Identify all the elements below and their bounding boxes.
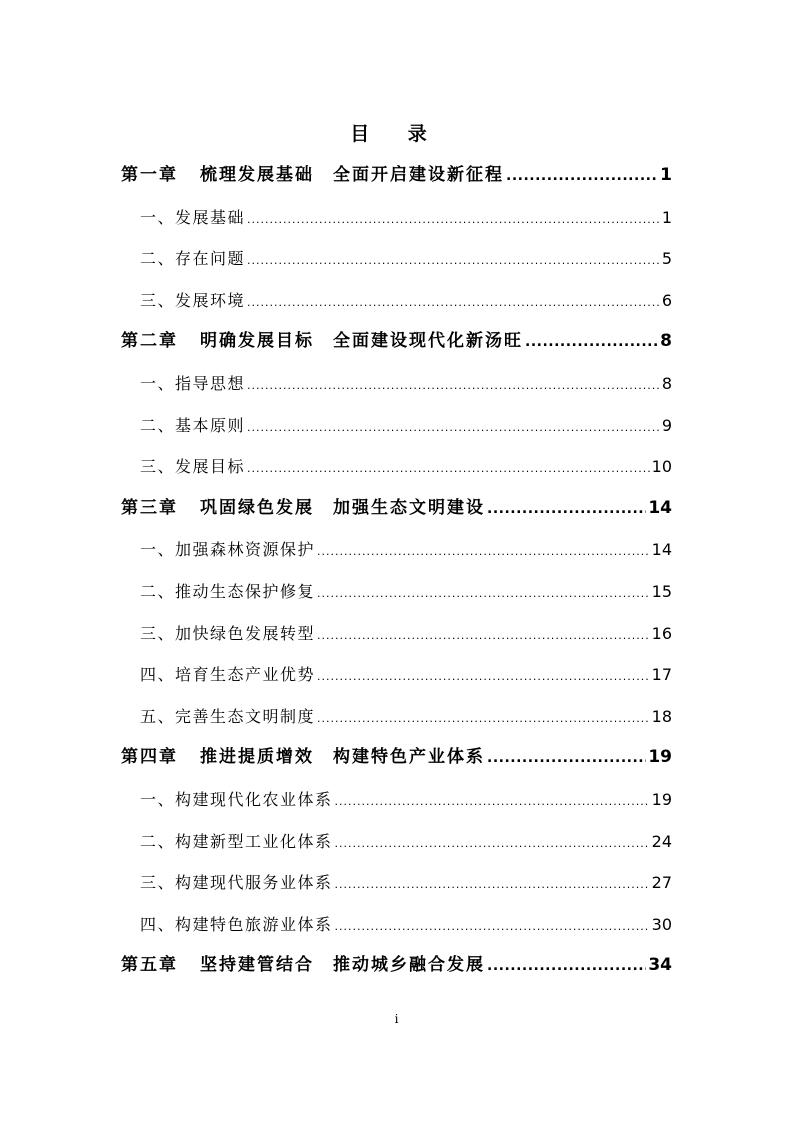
toc-page-number: 27 xyxy=(651,873,672,893)
section-title: 三、构建现代服务业体系 xyxy=(140,873,333,893)
toc-entry-label xyxy=(121,321,523,363)
toc-section-entry[interactable] xyxy=(121,280,672,322)
section-title: 二、推动生态保护修复 xyxy=(140,581,316,601)
toc-entry-label xyxy=(140,446,245,488)
toc-page-number: 34 xyxy=(648,955,672,976)
toc-section-entry[interactable] xyxy=(121,779,672,821)
dot-leader xyxy=(525,322,658,364)
toc-section-entry[interactable] xyxy=(121,654,672,696)
toc-chapter-entry[interactable] xyxy=(121,737,672,779)
dot-leader xyxy=(487,489,646,531)
toc-entry-label xyxy=(140,904,333,946)
toc-page-number: 16 xyxy=(651,623,672,643)
toc-page-number: 8 xyxy=(661,373,672,393)
toc-page-number: 1 xyxy=(660,165,672,185)
page-number: i xyxy=(394,1012,399,1026)
section-title: 五、完善生态文明制度 xyxy=(140,706,316,726)
dot-leader xyxy=(247,199,660,241)
toc-chapter-entry[interactable] xyxy=(121,155,672,197)
toc-entry-label xyxy=(140,654,315,696)
toc-section-entry[interactable] xyxy=(121,613,672,655)
dot-leader xyxy=(335,864,650,906)
dot-leader xyxy=(335,906,650,948)
toc-section-entry[interactable] xyxy=(121,821,672,863)
toc-chapter-entry[interactable] xyxy=(121,488,672,530)
chapter-title: 梳理发展基础 全面开启建设新征程 xyxy=(200,165,504,185)
toc-page-number: 24 xyxy=(651,831,672,851)
section-title: 二、基本原则 xyxy=(140,415,246,435)
toc-entry-label xyxy=(140,571,315,613)
dot-leader xyxy=(335,823,650,865)
section-title: 一、指导思想 xyxy=(140,373,246,393)
toc-entry-label xyxy=(140,613,315,655)
toc-entry-label xyxy=(140,197,245,239)
toc-page-number: 8 xyxy=(660,331,672,352)
dot-leader xyxy=(506,156,658,198)
toc-section-entry[interactable] xyxy=(121,363,672,405)
toc-page-number: 5 xyxy=(661,249,672,269)
toc-section-entry[interactable] xyxy=(121,904,672,946)
toc-section-entry[interactable] xyxy=(121,571,672,613)
dot-leader xyxy=(247,448,650,490)
toc-page-number: 30 xyxy=(651,914,672,934)
toc-entry-label xyxy=(140,405,245,447)
chapter-number: 第四章 xyxy=(121,747,178,768)
toc-page-number: 15 xyxy=(651,581,672,601)
toc-section-entry[interactable] xyxy=(121,862,672,904)
dot-leader xyxy=(487,738,646,780)
dot-leader xyxy=(247,282,660,324)
chapter-title: 巩固绿色发展 加强生态文明建设 xyxy=(200,497,485,518)
toc-section-entry[interactable] xyxy=(121,529,672,571)
dot-leader xyxy=(335,781,650,823)
toc-entry-label xyxy=(140,696,315,738)
toc-section-entry[interactable] xyxy=(121,197,672,239)
toc-entry-label xyxy=(140,363,245,405)
toc-section-entry[interactable] xyxy=(121,446,672,488)
section-title: 三、发展环境 xyxy=(140,290,246,310)
section-title: 一、发展基础 xyxy=(140,207,246,227)
toc-section-entry[interactable] xyxy=(121,405,672,447)
chapter-number: 第三章 xyxy=(121,497,178,518)
toc-page-number: 17 xyxy=(651,665,672,685)
dot-leader xyxy=(487,946,646,988)
dot-leader xyxy=(317,698,650,740)
dot-leader xyxy=(317,573,650,615)
chapter-title: 推进提质增效 构建特色产业体系 xyxy=(200,747,485,768)
chapter-title: 明确发展目标 全面建设现代化新汤旺 xyxy=(200,331,523,352)
dot-leader xyxy=(317,656,650,698)
toc-entry-label xyxy=(140,529,315,571)
toc-entry-label xyxy=(140,862,333,904)
toc-section-entry[interactable] xyxy=(121,238,672,280)
page-title: 目 录 xyxy=(350,123,443,145)
toc-page-number: 14 xyxy=(648,497,672,518)
chapter-number: 第一章 xyxy=(121,165,178,185)
dot-leader xyxy=(247,240,660,282)
toc-section-entry[interactable] xyxy=(121,696,672,738)
toc-entry-label xyxy=(140,238,245,280)
section-title: 三、加快绿色发展转型 xyxy=(140,623,316,643)
dot-leader xyxy=(317,615,650,657)
toc-page-number: 18 xyxy=(651,706,672,726)
chapter-title: 坚持建管结合 推动城乡融合发展 xyxy=(200,955,485,976)
toc-page-number: 1 xyxy=(661,207,672,227)
section-title: 二、构建新型工业化体系 xyxy=(140,831,333,851)
section-title: 一、加强森林资源保护 xyxy=(140,540,316,560)
section-title: 二、存在问题 xyxy=(140,249,246,269)
section-title: 一、构建现代化农业体系 xyxy=(140,789,333,809)
toc-entry-label xyxy=(140,280,245,322)
toc-page-number: 19 xyxy=(648,747,672,768)
toc-entry-label xyxy=(140,779,333,821)
toc-entry-label xyxy=(121,945,485,987)
chapter-number: 第二章 xyxy=(121,331,178,352)
toc-page-number: 14 xyxy=(651,540,672,560)
toc-chapter-entry[interactable] xyxy=(121,321,672,363)
dot-leader xyxy=(247,407,660,449)
section-title: 四、构建特色旅游业体系 xyxy=(140,914,333,934)
section-title: 四、培育生态产业优势 xyxy=(140,665,316,685)
toc-page-number: 10 xyxy=(651,457,672,477)
table-of-contents xyxy=(121,155,672,987)
toc-page-number: 9 xyxy=(661,415,672,435)
toc-entry-label xyxy=(121,737,485,779)
toc-page-number: 6 xyxy=(661,290,672,310)
chapter-number: 第五章 xyxy=(121,955,178,976)
toc-page-number: 19 xyxy=(651,789,672,809)
toc-entry-label xyxy=(121,155,504,197)
toc-entry-label xyxy=(121,488,485,530)
toc-chapter-entry[interactable] xyxy=(121,945,672,987)
dot-leader xyxy=(247,365,660,407)
section-title: 三、发展目标 xyxy=(140,457,246,477)
toc-entry-label xyxy=(140,821,333,863)
dot-leader xyxy=(317,531,650,573)
